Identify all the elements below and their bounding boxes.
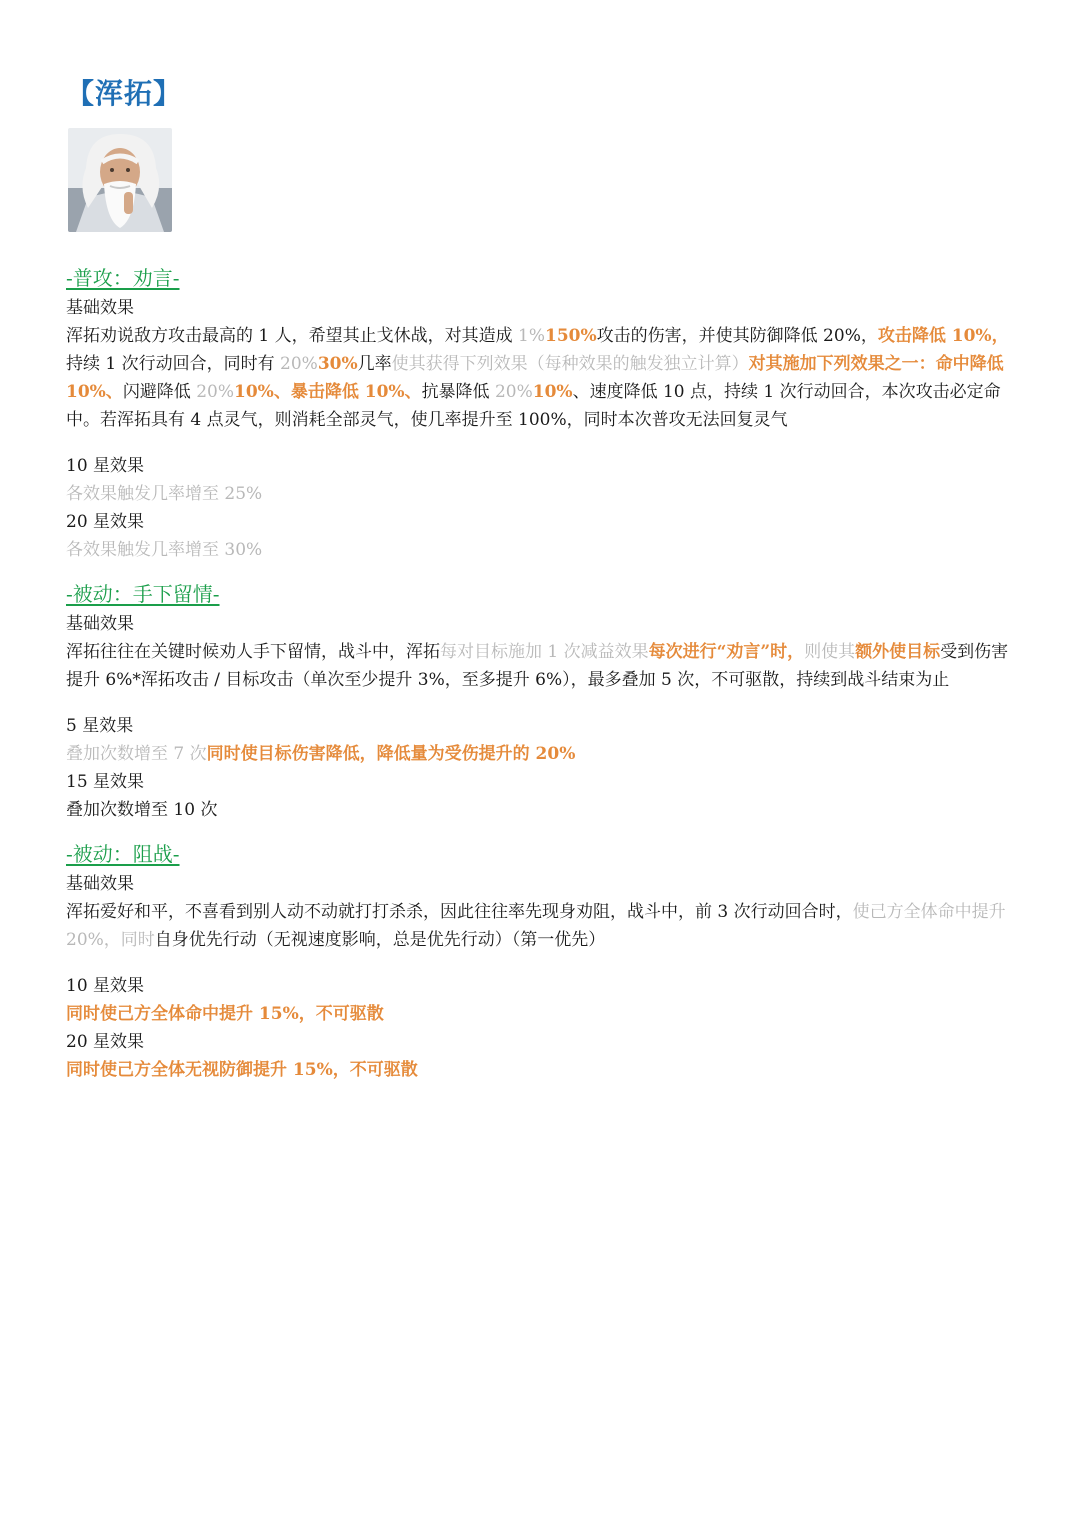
base-effect-segment: 10%: [532, 382, 573, 402]
base-effect-segment: 暴击降低 10%、: [290, 382, 422, 402]
star-effect-label: 15 星效果: [66, 772, 145, 792]
star-effect-text: [66, 1000, 1016, 1028]
skills-content: [66, 262, 1016, 1084]
base-effect-segment: 浑拓爱好和平，不喜看到别人动不动就打打杀杀，因此往往率先现身劝阻，战斗中，前 3 次行动回合时，: [66, 902, 853, 922]
star-effect-segment: 同时使目标伤害降低，降低量为受伤提升的 20%: [206, 744, 576, 764]
star-effect-text: [66, 740, 1016, 768]
base-effect-segment: 浑拓往往在关键时候劝人手下留情，战斗中，浑拓: [66, 642, 440, 662]
base-effect-segment: 10%、: [234, 382, 291, 402]
page-title: 【浑拓】: [66, 77, 183, 110]
star-effect-label: 20 星效果: [66, 512, 145, 532]
base-effect-segment: 每对目标施加 1 次减益效果: [440, 642, 649, 662]
base-effect-segment: 额外使目标: [855, 642, 941, 662]
base-effect-segment: 抗暴降低: [421, 382, 495, 402]
star-effect-segment: 叠加次数增至 7 次: [66, 744, 207, 764]
base-effect-label: 基础效果: [66, 874, 134, 894]
star-effect-label: 10 星效果: [66, 976, 145, 996]
base-effect-segment: 每次进行“劝言”时，: [648, 642, 805, 662]
skill-section-title: -被动：阻战-: [66, 842, 180, 866]
base-effect-segment: 30%: [317, 354, 358, 374]
base-effect-segment: 1%: [518, 326, 546, 346]
base-effect-segment: 150%: [545, 326, 597, 346]
base-effect-segment: 20%: [196, 382, 235, 402]
star-effect-segment: 同时使己方全体无视防御提升 15%，不可驱散: [66, 1060, 418, 1080]
elder-sage-portrait-icon: [68, 128, 172, 232]
star-effect-label: 5 星效果: [66, 716, 134, 736]
base-effect-label: 基础效果: [66, 298, 134, 318]
base-effect-segment: 使其获得下列效果（每种效果的触发独立计算）: [391, 354, 749, 374]
base-effect-segment: 几率: [357, 354, 392, 374]
star-effect-segment: 同时使己方全体命中提升 15%，不可驱散: [66, 1004, 384, 1024]
skill-section-title: -普攻：劝言-: [66, 266, 180, 290]
base-effect-segment: 20%: [494, 382, 533, 402]
base-effect-segment: 受到伤害提升 6%*浑拓攻击 / 目标攻击（单次至少提升 3%，至多提升 6%），最多叠加 5 次，不可驱散，持续到战斗结束为止: [66, 642, 1009, 690]
base-effect-segment: 则使其: [804, 642, 856, 662]
star-effect-label: 20 星效果: [66, 1032, 145, 1052]
base-effect-text: [66, 638, 1016, 694]
base-effect-segment: 攻击的伤害，并使其防御降低 20%，: [596, 326, 878, 346]
star-effect-segment: 各效果触发几率增至 25%: [66, 484, 263, 504]
skill-section-title: -被动：手下留情-: [66, 582, 220, 606]
star-effect-text: [66, 536, 1016, 564]
base-effect-text: [66, 322, 1016, 434]
base-effect-label: 基础效果: [66, 614, 134, 634]
character-portrait: [68, 128, 172, 232]
base-effect-segment: 使己方全体命中提升 20%，同时: [66, 902, 1006, 950]
star-effect-segment: 各效果触发几率增至 30%: [66, 540, 263, 560]
base-effect-segment: 20%: [280, 354, 318, 374]
base-effect-segment: 对其施加下列效果之一：命中降低 10%、: [66, 354, 1004, 402]
star-effect-segment: 叠加次数增至 10 次: [66, 800, 218, 820]
star-effect-text: [66, 480, 1016, 508]
star-effect-text: [66, 796, 1016, 824]
base-effect-segment: 自身优先行动（无视速度影响，总是优先行动）（第一优先）: [154, 930, 606, 950]
base-effect-segment: 持续 1 次行动回合，同时有: [66, 354, 281, 374]
star-effect-text: [66, 1056, 1016, 1084]
base-effect-segment: 攻击降低 10%，: [877, 326, 1009, 346]
base-effect-text: [66, 898, 1016, 954]
star-effect-label: 10 星效果: [66, 456, 145, 476]
base-effect-segment: 浑拓劝说敌方攻击最高的 1 人，希望其止戈休战，对其造成: [66, 326, 519, 346]
base-effect-segment: 、速度降低 10 点，持续 1 次行动回合，本次攻击必定命中。若浑拓具有 4 点灵气，则消耗全部灵气，使几率提升至 100%，同时本次普攻无法回复灵气: [66, 382, 1001, 430]
base-effect-segment: 闪避降低: [122, 382, 197, 402]
